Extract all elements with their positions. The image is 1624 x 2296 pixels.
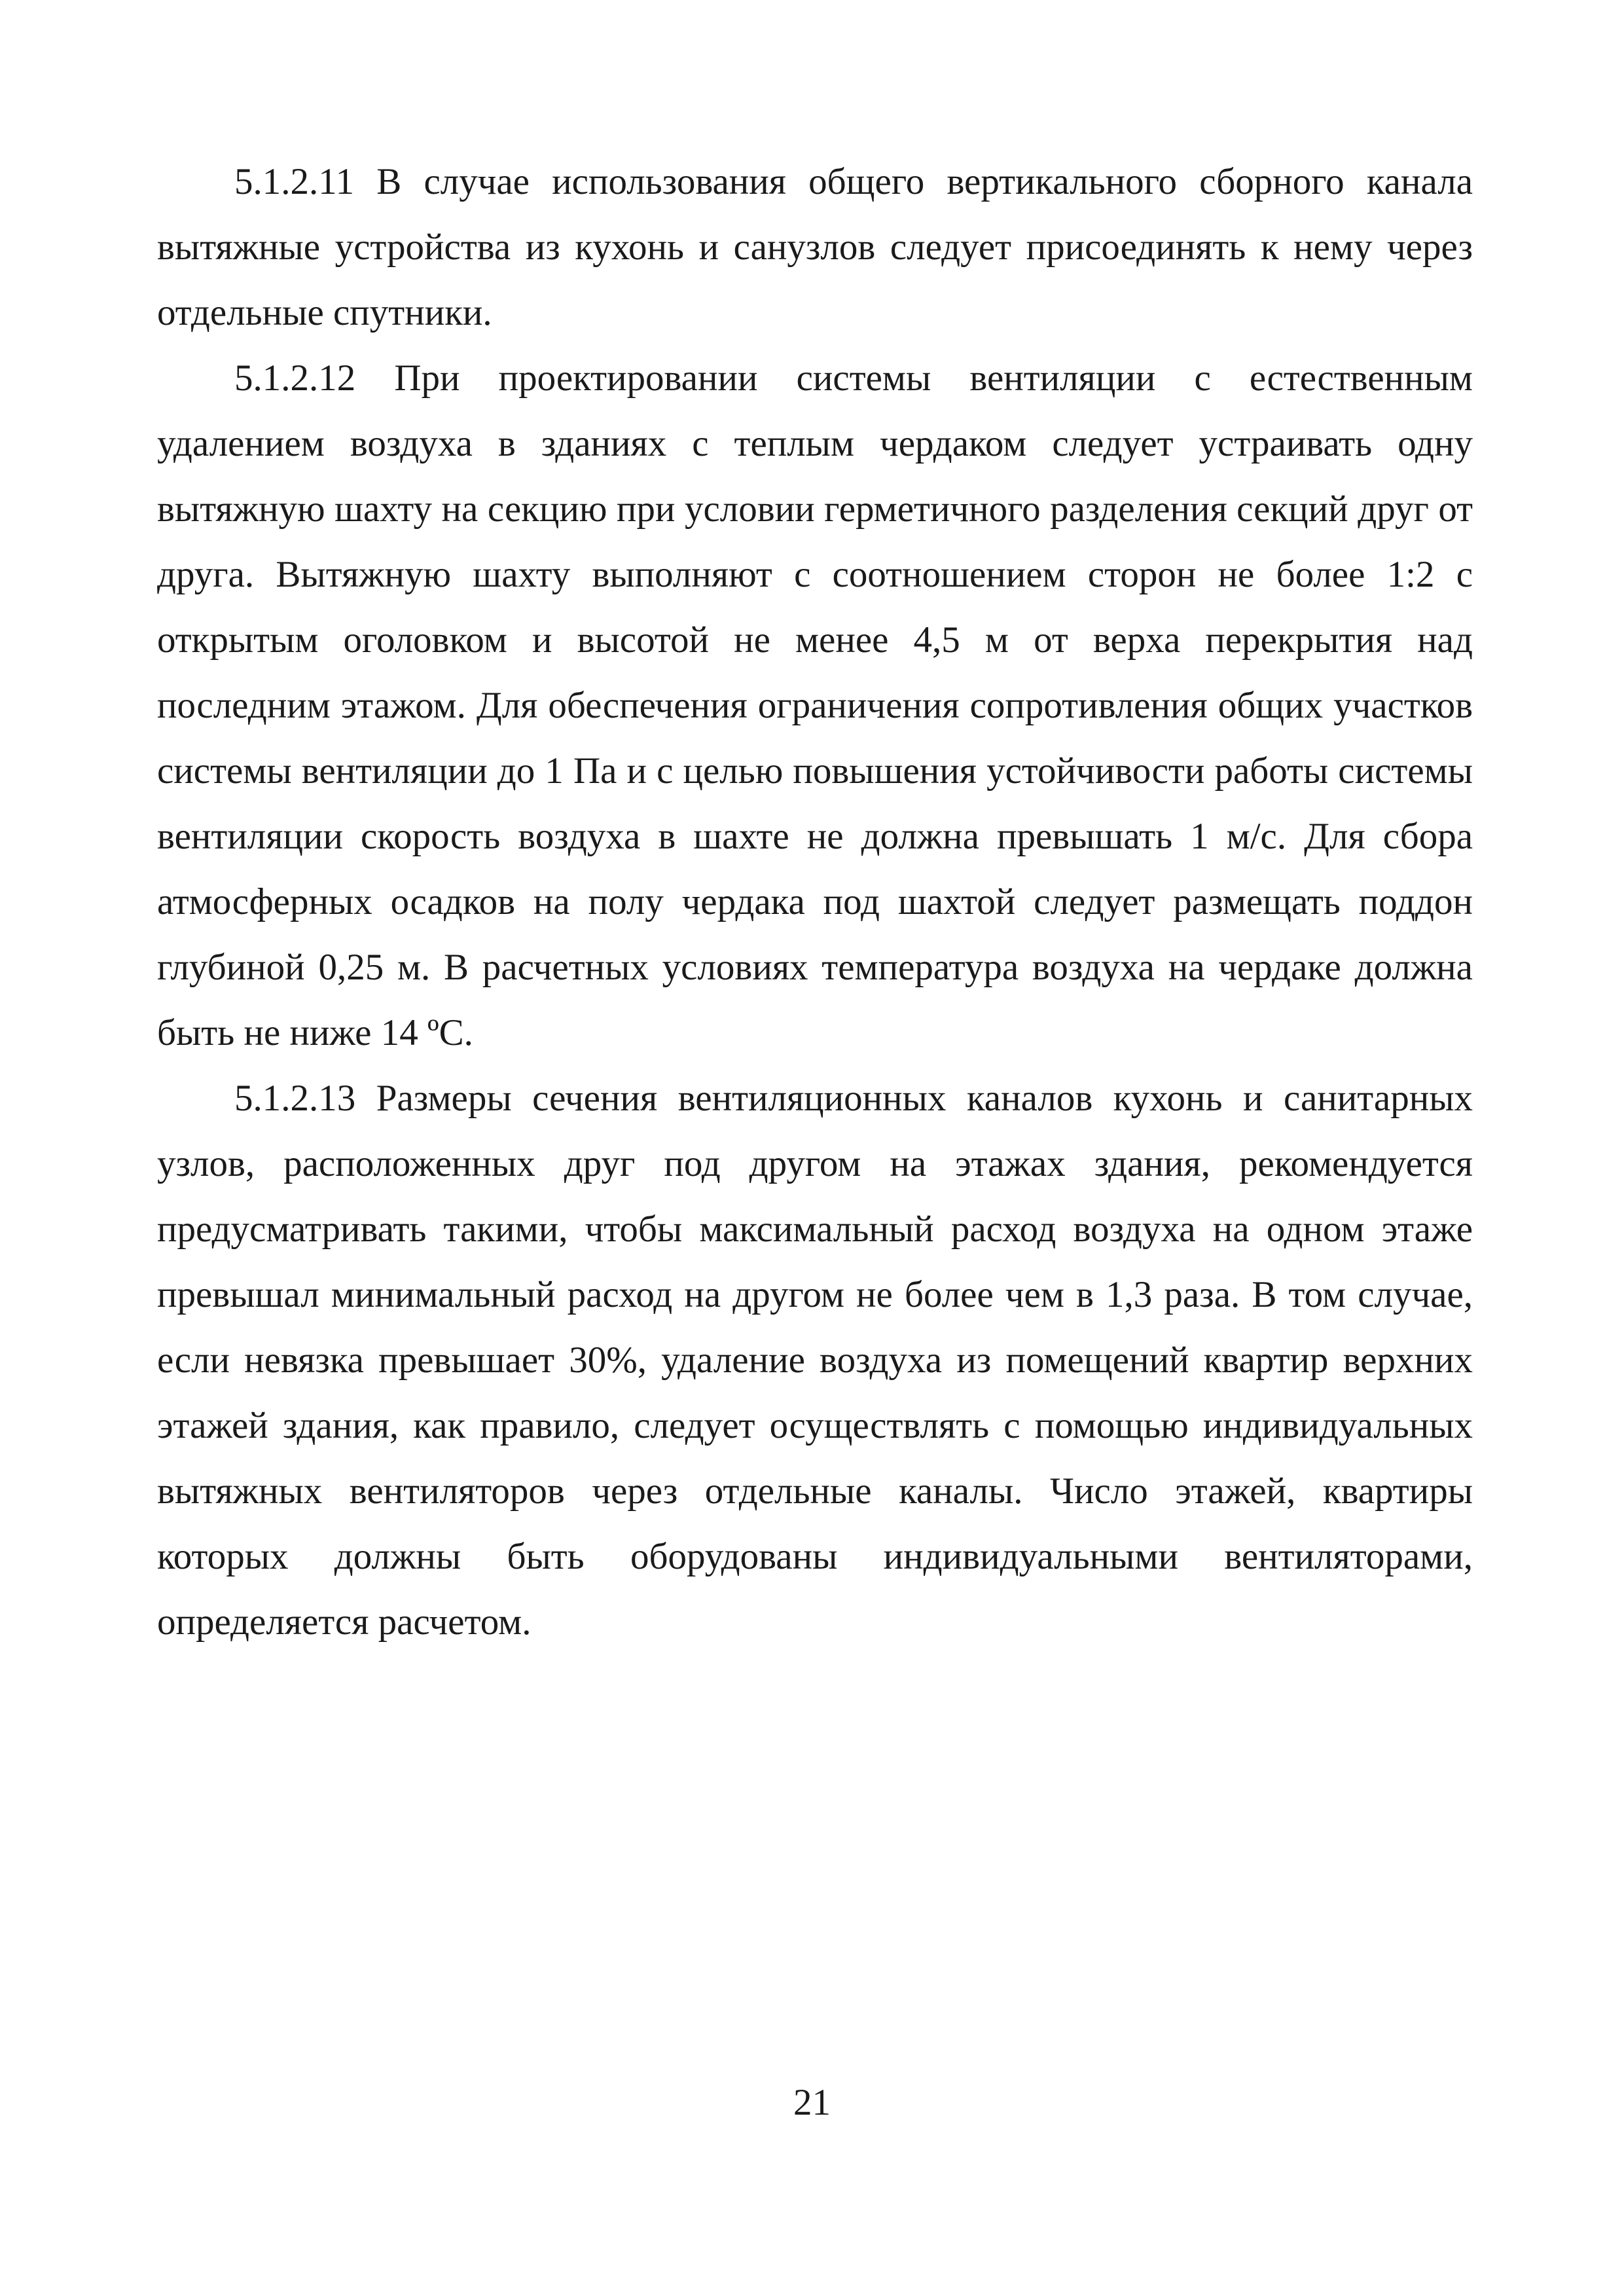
paragraph-5-1-2-11: 5.1.2.11 В случае использования общего вертикального сборного канала вытяжные устройства из кухонь и санузлов следует присоединять к нему через отдельные спутники. [157, 161, 1473, 333]
page-body [157, 149, 1473, 1655]
paragraph-5-1-2-13: 5.1.2.13 Размеры сечения вентиляционных каналов кухонь и санитарных узлов, расположенных друг под другом на этажах здания, рекомендуется предусматривать такими, чтобы максимальный расход воздуха на одном этаже превышал минимальный расход на другом не более чем в 1,3 раза. В том случае, если невязка превышает 30%, удаление воздуха из помещений квартир верхних этажей здания, как правило, следует осуществлять с помощью индивидуальных вытяжных вентиляторов через отдельные каналы. Число этажей, квартиры которых должны быть оборудованы индивидуальными вентиляторами, определяется расчетом. [157, 1078, 1473, 1643]
page-number: 21 [793, 2082, 831, 2123]
paragraph-5-1-2-12: 5.1.2.12 При проектировании системы вентиляции с естественным удалением воздуха в зданиях с теплым чердаком следует устраивать одну вытяжную шахту на секцию при условии герметичного разделения секций друг от друга. Вытяжную шахту выполняют с соотношением сторон не более 1:2 с открытым оголовком и высотой не менее 4,5 м от верха перекрытия над последним этажом. Для обеспечения ограничения сопротивления общих участков системы вентиляции до 1 Па и с целью повышения устойчивости работы системы вентиляции скорость воздуха в шахте не должна превышать 1 м/с. Для сбора атмосферных осадков на полу чердака под шахтой следует размещать поддон глубиной 0,25 м. В расчетных условиях температура воздуха на чердаке должна быть не ниже 14 ºС. [157, 357, 1473, 1053]
